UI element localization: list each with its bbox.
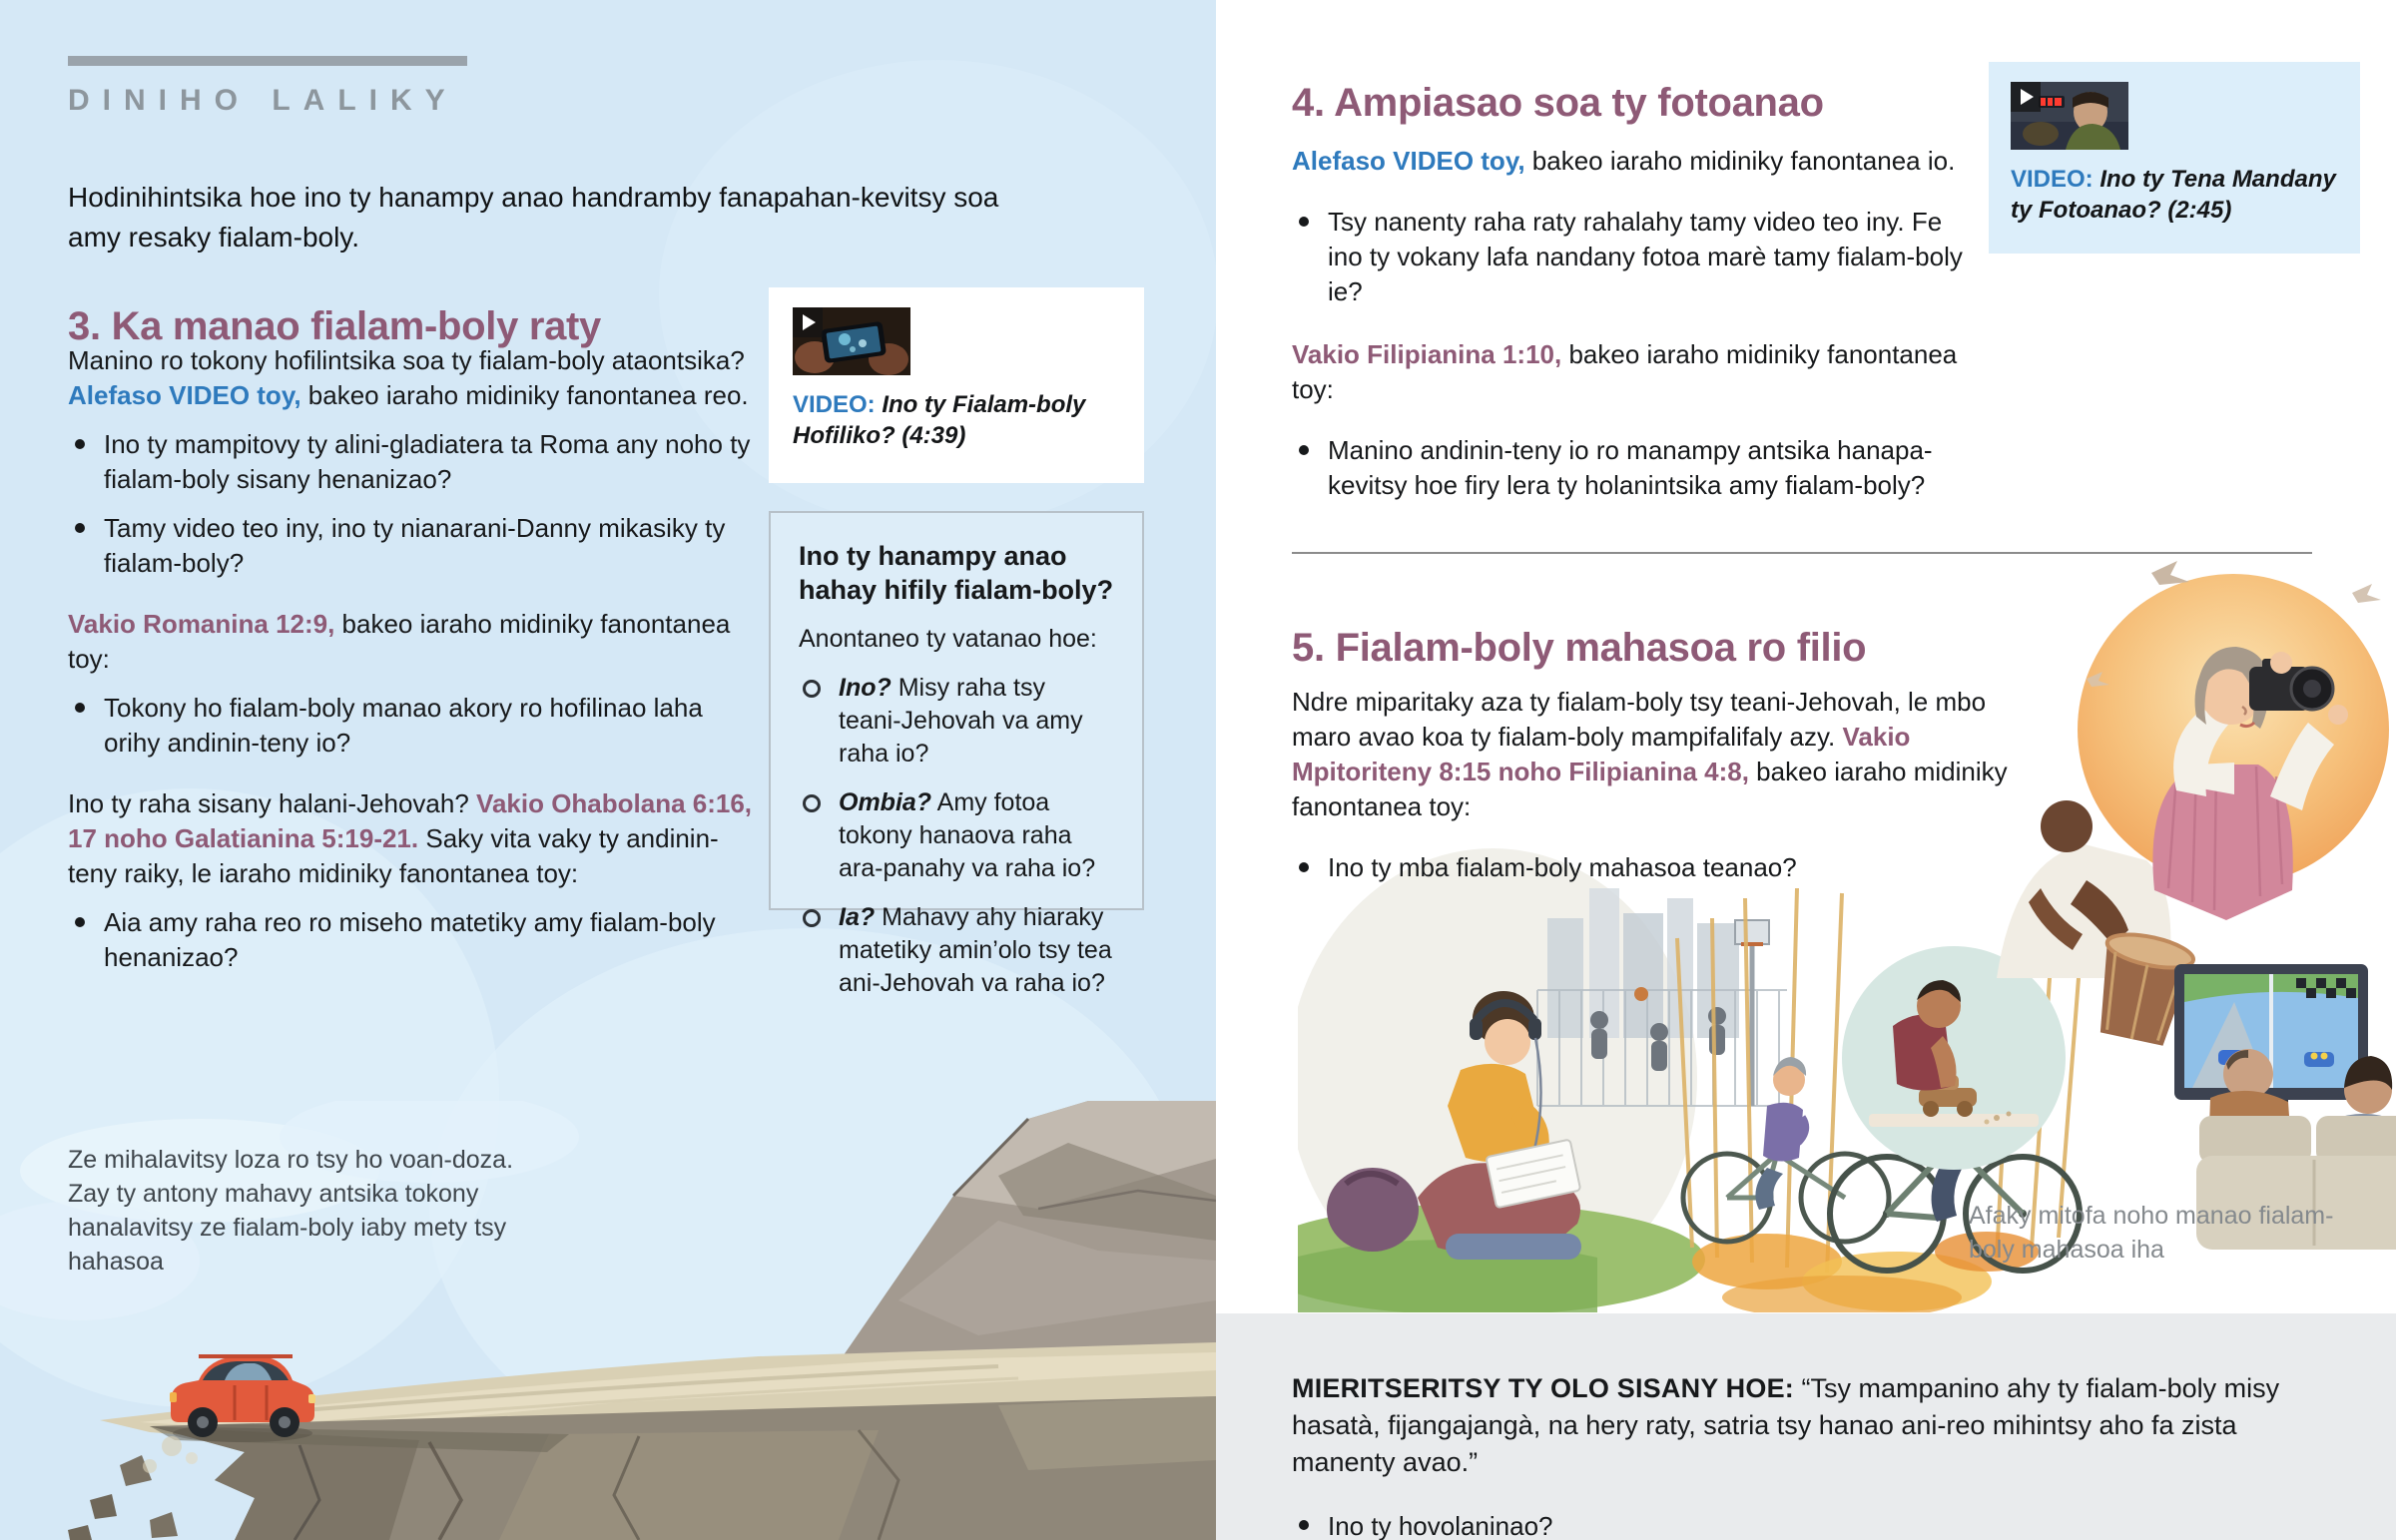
list-item: Ino ty mampitovy ty alini-gladiatera ta Roma any noho ty fialam-boly sisany henanizao?: [68, 427, 757, 497]
footer-band: [1216, 1313, 2396, 1540]
list-item: Tokony ho fialam-boly manao akory ro hofilinao laha orihy andinin-teny io?: [68, 691, 757, 761]
text: Misy raha tsy teani-Jehovah va amy raha io?: [839, 674, 1083, 768]
list-item: [799, 786, 1114, 885]
question-word: Ombia?: [839, 788, 932, 816]
question-list: [1292, 433, 1981, 503]
paragraph: [68, 343, 757, 413]
box-list: [799, 672, 1114, 1000]
text: bakeo iaraho midiniky fanontanea reo.: [300, 380, 749, 410]
paragraph: [68, 607, 757, 677]
question-list: [68, 905, 757, 975]
video-card-fotoanao[interactable]: [1989, 62, 2360, 254]
question-word: Ino?: [839, 674, 892, 702]
paragraph: [1292, 337, 1981, 407]
text: bakeo iaraho midiniky fanontanea io.: [1524, 146, 1956, 176]
section-4-heading: 4. Ampiasao soa ty fotoanao: [1292, 81, 1824, 126]
text: Ndre miparitaky aza ty fialam-boly tsy teani-Jehovah, le mbo maro avao koa ty fialam-boly mampifalifaly azy.: [1292, 687, 1987, 752]
video-label: VIDEO:: [793, 391, 876, 418]
video-card-fialam-boly[interactable]: [769, 287, 1144, 483]
footer-lead: MIERITSERITSY TY OLO SISANY HOE:: [1292, 1373, 1794, 1403]
list-item: Manino andinin-teny io ro manampy antsika hanapa-kevitsy hoe firy lera ty holanintsika amy fialam-boly?: [1292, 433, 1981, 503]
video-title: Ino ty Fialam-boly Hofiliko?: [793, 391, 1086, 449]
text: bakeo iaraho midiniky fanontanea toy:: [68, 609, 731, 674]
box-title: Ino ty hanampy anao hahay hifily fialam-boly?: [799, 541, 1114, 605]
play-icon[interactable]: [2011, 82, 2041, 112]
text: Ino ty raha sisany halani-Jehovah?: [68, 788, 477, 818]
question-list: [68, 691, 757, 761]
red-suv: [170, 1356, 315, 1442]
video-thumbnail[interactable]: [793, 307, 910, 375]
text: bakeo iaraho midiniky fanontanea toy:: [1292, 339, 1958, 404]
footer-quote: “Tsy mampanino ahy ty fialam-boly misy hasatà, fijangajangà, na hery raty, satria tsy hanao ani-reo mihintsy aho fa zista manenty avao.”: [1292, 1373, 2280, 1477]
text: bakeo iaraho midiniky fanontanea toy:: [1292, 757, 2008, 821]
study-question-box: [769, 511, 1144, 997]
scripture-link[interactable]: Vakio Ohabolana 6:16, 17 noho Galatianina 5:19-21.: [68, 788, 753, 853]
section-5-heading: 5. Fialam-boly mahasoa ro filio: [1292, 626, 1867, 671]
video-caption: [2011, 164, 2338, 226]
cliff-caption: Ze mihalavitsy loza ro tsy ho voan-doza. Zay ty antony mahavy antsika tokony hanalavitsy ze fialam-boly iaby mety tsy hahasoa: [68, 1146, 514, 1276]
video-duration: (4:39): [895, 422, 966, 449]
video-thumbnail[interactable]: [2011, 82, 2128, 150]
kicker-bar: [68, 56, 467, 66]
list-item: Aia amy raha reo ro miseho matetiky amy fialam-boly henanizao?: [68, 905, 757, 975]
text: Amy fotoa tokony hanaova raha ara-panahy va raha io?: [839, 788, 1096, 882]
section-3-heading: 3. Ka manao fialam-boly raty: [68, 304, 602, 349]
box-subtitle: Anontaneo ty vatanao hoe:: [799, 625, 1097, 653]
play-icon[interactable]: [793, 307, 823, 337]
list-item: Tamy video teo iny, ino ty nianarani-Danny mikasiky ty fialam-boly?: [68, 511, 757, 581]
intro-paragraph: Hodinihintsika hoe ino ty hanampy anao handramby fanapahan-kevitsy soa amy resaky fialam-boly.: [68, 182, 999, 253]
paragraph: [1292, 144, 1981, 179]
paragraph: [1292, 685, 2046, 824]
video-duration: (2:45): [2160, 197, 2232, 224]
right-page: [1216, 0, 2396, 1540]
text: Mahavy ahy hiaraky matetiky amin’olo tsy tea ani-Jehovah va raha io?: [839, 903, 1112, 997]
list-item: [799, 672, 1114, 770]
video-link[interactable]: Alefaso VIDEO toy,: [68, 380, 301, 410]
kicker-title: DINIHO LALIKY: [68, 84, 458, 117]
question-word: Ia?: [839, 903, 876, 931]
question-list: [68, 427, 757, 581]
list-item: Ino ty mba fialam-boly mahasoa teanao?: [1292, 850, 2046, 885]
list-item: [799, 901, 1114, 1000]
video-label: VIDEO:: [2011, 166, 2094, 193]
question-list: [1292, 205, 1981, 309]
footer-content: [1292, 1343, 2330, 1540]
illustration-caption: Afaky mitofa noho manao fialam-boly mahasoa iha: [1969, 1202, 2334, 1264]
section-3-body: [68, 343, 757, 975]
text: Saky vita vaky ty andinin-teny raiky, le iaraho midiniky fanontanea toy:: [68, 823, 719, 888]
video-link[interactable]: Alefaso VIDEO toy,: [1292, 146, 1525, 176]
section-divider: [1292, 552, 2312, 554]
section-4-body: [1292, 118, 1981, 503]
section-5-body: [1292, 659, 2046, 885]
text: Manino ro tokony hofilintsika soa ty fialam-boly ataontsika?: [68, 345, 745, 375]
video-title: Ino ty Tena Mandany ty Fotoanao?: [2011, 166, 2336, 224]
scripture-link[interactable]: Vakio Mpitoriteny 8:15 noho Filipianina 4:8,: [1292, 722, 1911, 786]
scripture-link[interactable]: Vakio Filipianina 1:10,: [1292, 339, 1562, 369]
question-list: [1292, 850, 2046, 885]
question-list: [1292, 1508, 2330, 1540]
footer-paragraph: [1292, 1370, 2330, 1481]
scripture-link[interactable]: Vakio Romanina 12:9,: [68, 609, 335, 639]
list-item: Ino ty hovolaninao?: [1292, 1508, 2330, 1540]
video-caption: [793, 389, 1120, 451]
list-item: Tsy nanenty raha raty rahalahy tamy video teo iny. Fe ino ty vokany lafa nandany fotoa marè tamy fialam-boly ie?: [1292, 205, 1981, 309]
paragraph: [68, 786, 757, 891]
